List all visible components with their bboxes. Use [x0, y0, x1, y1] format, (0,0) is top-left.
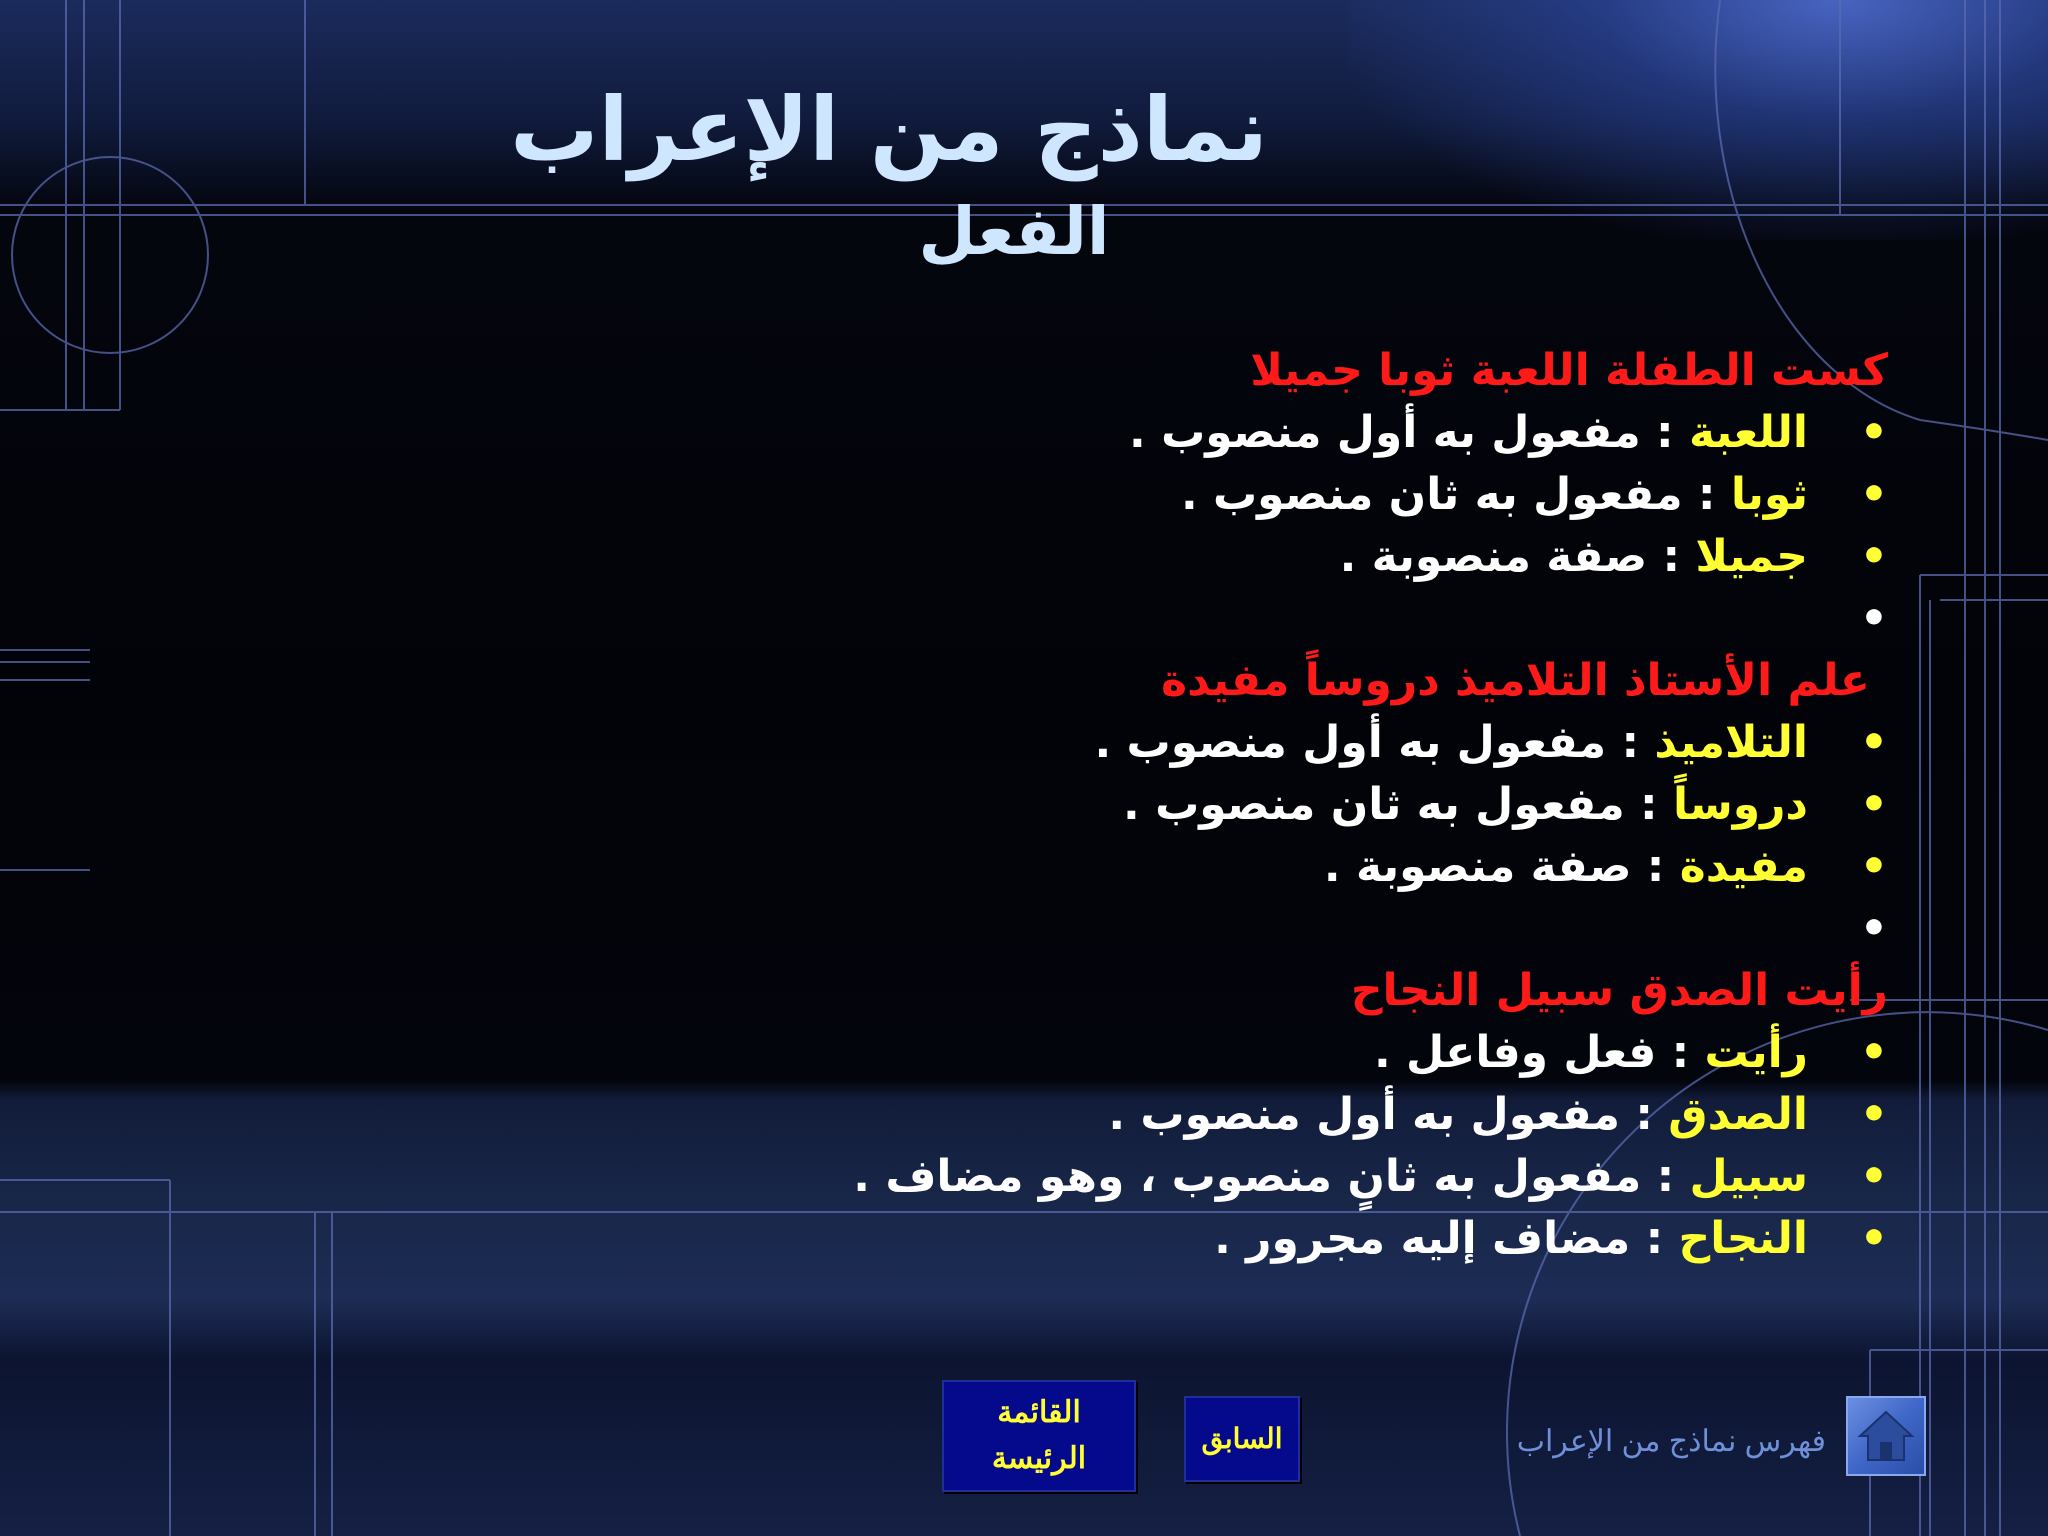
- parsed-word: التلاميذ: [1654, 717, 1808, 768]
- bullet-icon: •: [1859, 717, 1888, 768]
- bullet-icon: •: [1859, 903, 1888, 954]
- bullet-icon: •: [1859, 1151, 1888, 1202]
- bullet-icon: •: [1859, 1027, 1888, 1078]
- previous-button[interactable]: السابق: [1184, 1396, 1300, 1482]
- bullet-icon: •: [1859, 1213, 1888, 1264]
- parsed-word: مفيدة: [1679, 841, 1808, 892]
- parse-item: [388, 526, 1888, 588]
- parsed-word: رأيت: [1704, 1027, 1808, 1078]
- parse-description: : مفعول به ثان منصوب .: [1123, 779, 1673, 830]
- parsed-word: ثوبا: [1730, 469, 1808, 520]
- parse-item: [388, 402, 1888, 464]
- page-title: نماذج من الإعراب: [510, 78, 1268, 181]
- parsed-word: دروساً: [1672, 779, 1808, 830]
- parse-item: [388, 712, 1888, 774]
- parse-description: : مفعول به ثانٍ منصوب ، وهو مضاف .: [853, 1151, 1690, 1202]
- parse-description: : صفة منصوبة .: [1323, 841, 1680, 892]
- parse-description: : فعل وفاعل .: [1373, 1027, 1705, 1078]
- empty-bullet: [388, 588, 1888, 650]
- bullet-icon: •: [1859, 1089, 1888, 1140]
- home-button[interactable]: [1846, 1396, 1926, 1476]
- parse-description: : مفعول به أول منصوب .: [1108, 1089, 1669, 1140]
- parsed-word: جميلا: [1695, 531, 1808, 582]
- parse-item: [388, 1084, 1888, 1146]
- parse-description: : مضاف إليه مجرور .: [1214, 1213, 1679, 1264]
- parse-description: : مفعول به أول منصوب .: [1094, 717, 1655, 768]
- home-icon: [1854, 1404, 1918, 1468]
- parsed-word: الصدق: [1668, 1089, 1808, 1140]
- example-sentence-1: كست الطفلة اللعبة ثوبا جميلا: [1250, 345, 1888, 396]
- bullet-icon: •: [1859, 531, 1888, 582]
- main-menu-label-line1: القائمة: [997, 1396, 1081, 1429]
- bullet-icon: •: [1859, 841, 1888, 892]
- empty-bullet: [388, 898, 1888, 960]
- parsed-word: سبيل: [1689, 1151, 1808, 1202]
- main-menu-button[interactable]: [942, 1380, 1136, 1492]
- index-link[interactable]: فهرس نماذج من الإعراب: [1516, 1425, 1826, 1458]
- parse-item: [388, 1146, 1888, 1208]
- parsing-examples: [388, 340, 1888, 1270]
- parse-description: : صفة منصوبة .: [1339, 531, 1696, 582]
- main-menu-label-line2: الرئيسة: [991, 1442, 1087, 1475]
- parsed-word: النجاح: [1678, 1213, 1808, 1264]
- bullet-icon: •: [1859, 407, 1888, 458]
- parse-description: : مفعول به أول منصوب .: [1129, 407, 1689, 458]
- parsed-word: اللعبة: [1688, 407, 1808, 458]
- parse-item: [388, 1208, 1888, 1270]
- bullet-icon: •: [1859, 593, 1888, 644]
- parse-item: [388, 1022, 1888, 1084]
- example-sentence-2: علم الأستاذ التلاميذ دروساً مفيدة: [1161, 655, 1870, 706]
- bullet-icon: •: [1859, 779, 1888, 830]
- bullet-icon: •: [1859, 469, 1888, 520]
- parse-item: [388, 464, 1888, 526]
- parse-description: : مفعول به ثان منصوب .: [1180, 469, 1731, 520]
- parse-item: [388, 836, 1888, 898]
- example-sentence-3: رأيت الصدق سبيل النجاح: [1350, 965, 1888, 1016]
- parse-item: [388, 774, 1888, 836]
- page-subtitle: الفعل: [918, 193, 1110, 270]
